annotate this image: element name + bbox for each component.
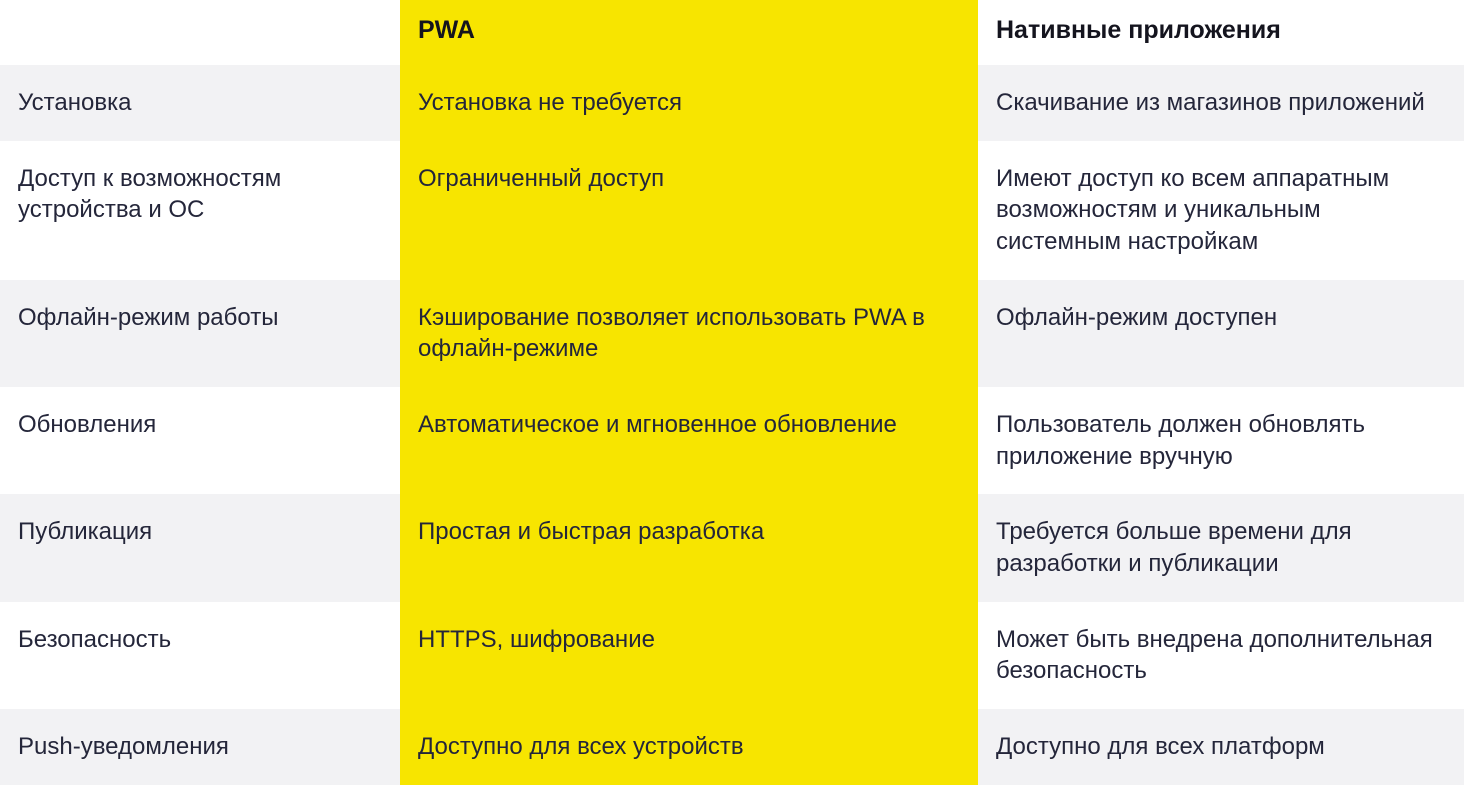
cell-feature: Установка (0, 65, 400, 141)
cell-native: Офлайн-режим доступен (978, 280, 1464, 387)
table-header-row (0, 0, 1464, 65)
table-row (0, 65, 1464, 141)
cell-native: Может быть внедрена дополнительная безопасность (978, 602, 1464, 709)
cell-feature: Обновления (0, 387, 400, 494)
cell-pwa: Ограниченный доступ (400, 141, 978, 280)
cell-native: Имеют доступ ко всем аппаратным возможностям и уникальным системным настройкам (978, 141, 1464, 280)
cell-feature: Офлайн-режим работы (0, 280, 400, 387)
table-row (0, 602, 1464, 709)
cell-feature: Push-уведомления (0, 709, 400, 785)
cell-feature: Безопасность (0, 602, 400, 709)
cell-native: Требуется больше времени для разработки и публикации (978, 494, 1464, 601)
header-cell-pwa: PWA (400, 0, 978, 65)
cell-native: Пользователь должен обновлять приложение вручную (978, 387, 1464, 494)
cell-pwa: Кэширование позволяет использовать PWA в офлайн-режиме (400, 280, 978, 387)
cell-native: Доступно для всех платформ (978, 709, 1464, 785)
cell-pwa: Простая и быстрая разработка (400, 494, 978, 601)
table-row (0, 280, 1464, 387)
cell-native: Скачивание из магазинов приложений (978, 65, 1464, 141)
cell-pwa: HTTPS, шифрование (400, 602, 978, 709)
cell-pwa: Установка не требуется (400, 65, 978, 141)
cell-feature: Доступ к возможностям устройства и ОС (0, 141, 400, 280)
table-row (0, 387, 1464, 494)
table-row (0, 709, 1464, 785)
cell-pwa: Доступно для всех устройств (400, 709, 978, 785)
header-cell-feature (0, 0, 400, 65)
table-row (0, 141, 1464, 280)
cell-pwa: Автоматическое и мгновенное обновление (400, 387, 978, 494)
header-cell-native: Нативные приложения (978, 0, 1464, 65)
cell-feature: Публикация (0, 494, 400, 601)
table-row (0, 494, 1464, 601)
